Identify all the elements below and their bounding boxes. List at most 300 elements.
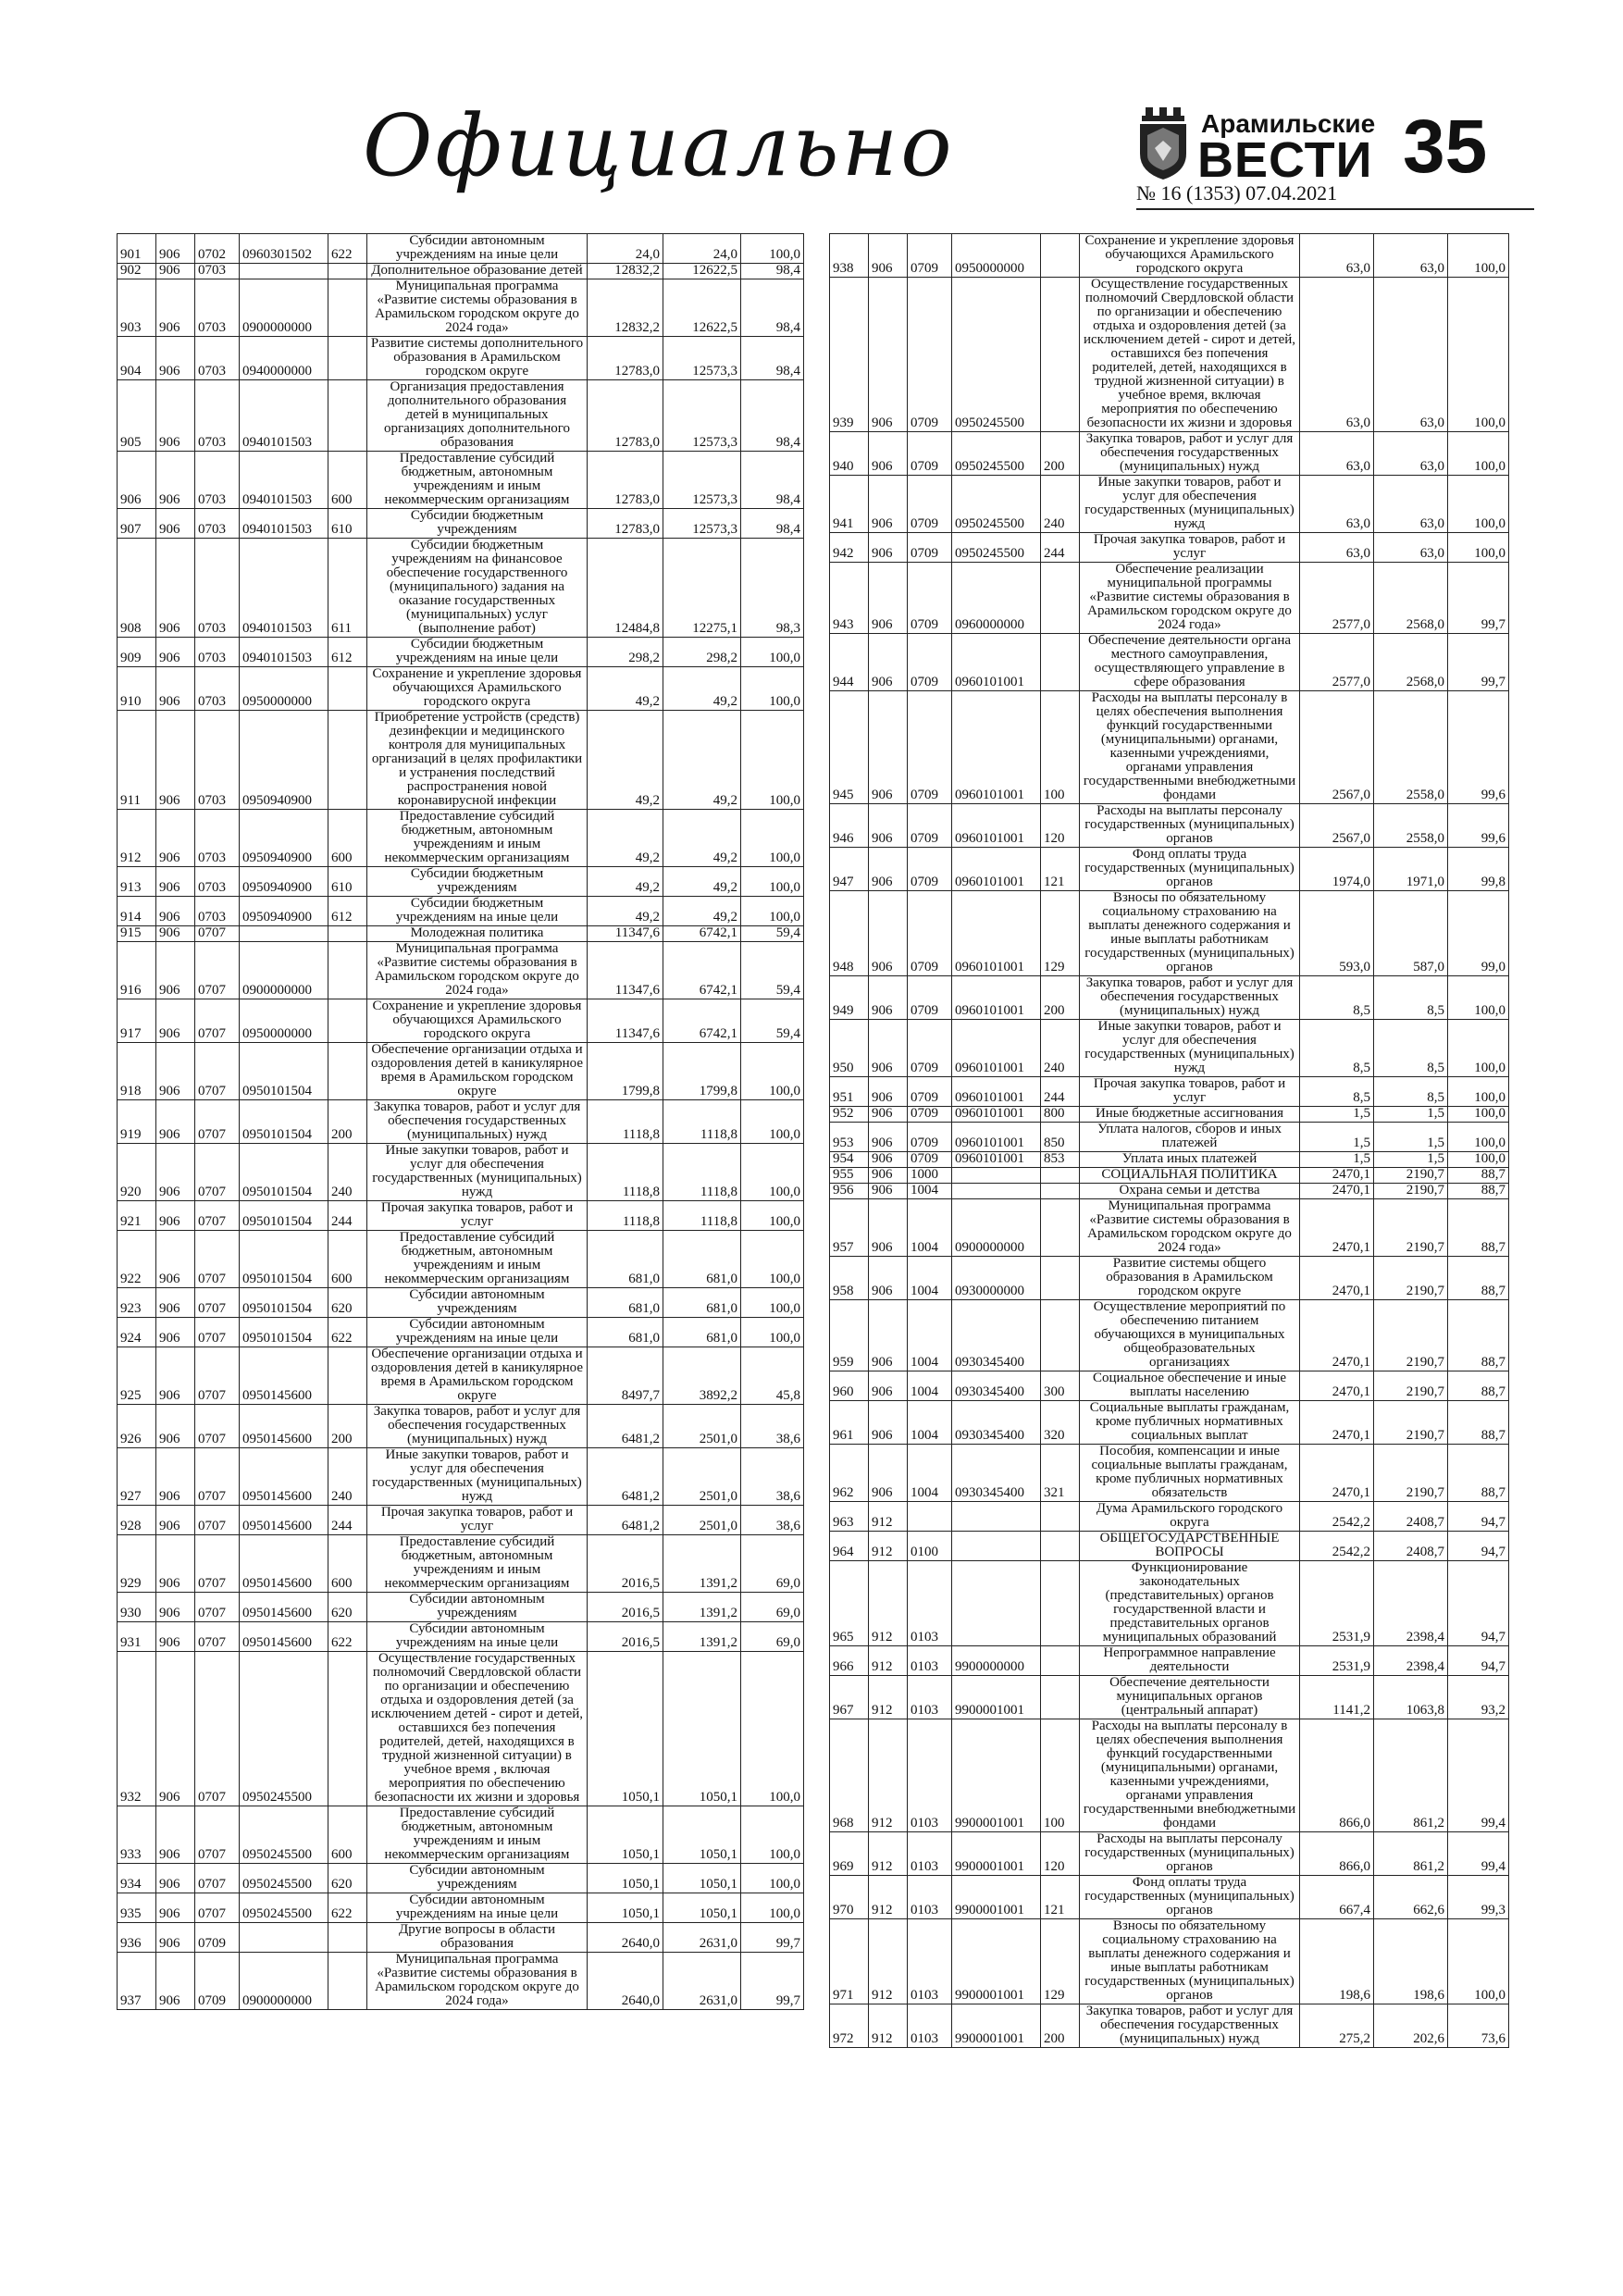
- section-title: Официально: [363, 96, 955, 195]
- target-code: 0900000000: [952, 1199, 1041, 1257]
- planned-amount: 2470,1: [1300, 1257, 1374, 1300]
- row-number: 959: [830, 1300, 869, 1371]
- table-row: [118, 711, 804, 810]
- row-number: 951: [830, 1077, 869, 1107]
- executed-amount: 587,0: [1374, 891, 1448, 976]
- row-number: 909: [118, 638, 156, 667]
- executed-amount: 1118,8: [663, 1100, 741, 1144]
- row-number: 937: [118, 1953, 156, 2010]
- target-code: 0930345400: [952, 1445, 1041, 1502]
- section-code: 0703: [195, 264, 240, 279]
- execution-percent: 100,0: [741, 1652, 804, 1806]
- item-description: Молодежная политика: [367, 926, 588, 942]
- execution-percent: 100,0: [741, 1100, 804, 1144]
- executed-amount: 8,5: [1374, 1020, 1448, 1077]
- row-number: 950: [830, 1020, 869, 1077]
- row-number: 922: [118, 1231, 156, 1288]
- target-code: 0900000000: [240, 1953, 328, 2010]
- item-description: Сохранение и укрепление здоровья обучающихся Арамильского городского округа: [1080, 234, 1300, 278]
- item-description: Сохранение и укрепление здоровья обучающихся Арамильского городского округа: [367, 999, 588, 1043]
- execution-percent: 100,0: [741, 1864, 804, 1893]
- table-row: [118, 1622, 804, 1652]
- page-header: [0, 0, 1623, 213]
- execution-percent: 38,6: [741, 1405, 804, 1448]
- planned-amount: 12484,8: [588, 539, 663, 638]
- item-description: Расходы на выплаты персоналу в целях обеспечения выполнения функций государственными (муниципальными) органами, казенными учреждениями, органами управления государственными внебюджетными фондами: [1080, 1719, 1300, 1832]
- table-row: [118, 1923, 804, 1953]
- expense-type: [328, 711, 367, 810]
- expense-type: 853: [1041, 1152, 1080, 1168]
- executed-amount: 12622,5: [663, 279, 741, 337]
- row-number: 936: [118, 1923, 156, 1953]
- target-code: 0950145600: [240, 1535, 328, 1593]
- section-code: 0103: [908, 1561, 952, 1646]
- target-code: 0950145600: [240, 1593, 328, 1622]
- executed-amount: 2190,7: [1374, 1199, 1448, 1257]
- admin-code: 906: [156, 667, 195, 711]
- row-number: 939: [830, 278, 869, 432]
- expense-type: [328, 264, 367, 279]
- target-code: 9900001001: [952, 2004, 1041, 2048]
- table-row: [830, 1532, 1509, 1561]
- execution-percent: 99,4: [1448, 1832, 1509, 1876]
- admin-code: 906: [869, 1077, 908, 1107]
- row-number: 910: [118, 667, 156, 711]
- expense-type: [328, 1043, 367, 1100]
- execution-percent: 38,6: [741, 1448, 804, 1506]
- table-row: [830, 976, 1509, 1020]
- execution-percent: 100,0: [1448, 234, 1509, 278]
- expense-type: 100: [1041, 691, 1080, 804]
- section-code: [908, 1502, 952, 1532]
- execution-percent: 100,0: [741, 234, 804, 264]
- execution-percent: 100,0: [1448, 1123, 1509, 1152]
- section-code: 0709: [908, 976, 952, 1020]
- section-code: 0709: [908, 563, 952, 634]
- planned-amount: 11347,6: [588, 999, 663, 1043]
- target-code: [952, 1502, 1041, 1532]
- executed-amount: 2501,0: [663, 1448, 741, 1506]
- planned-amount: 2016,5: [588, 1535, 663, 1593]
- row-number: 972: [830, 2004, 869, 2048]
- item-description: Непрограммное направление деятельности: [1080, 1646, 1300, 1676]
- item-description: Взносы по обязательному социальному страхованию на выплаты денежного содержания и иные выплаты работникам государственных (муниципальных) органов: [1080, 1919, 1300, 2004]
- table-row: [830, 1199, 1509, 1257]
- item-description: Иные закупки товаров, работ и услуг для обеспечения государственных (муниципальных) нужд: [367, 1144, 588, 1201]
- section-code: 0707: [195, 1535, 240, 1593]
- executed-amount: 1118,8: [663, 1144, 741, 1201]
- execution-percent: 59,4: [741, 999, 804, 1043]
- item-description: Уплата иных платежей: [1080, 1152, 1300, 1168]
- row-number: 924: [118, 1318, 156, 1347]
- row-number: 954: [830, 1152, 869, 1168]
- row-number: 967: [830, 1676, 869, 1719]
- admin-code: 906: [869, 804, 908, 848]
- executed-amount: 2558,0: [1374, 804, 1448, 848]
- executed-amount: 1050,1: [663, 1806, 741, 1864]
- section-code: 0707: [195, 1593, 240, 1622]
- executed-amount: 49,2: [663, 867, 741, 897]
- target-code: 0950101504: [240, 1144, 328, 1201]
- admin-code: 906: [156, 1043, 195, 1100]
- expense-type: 200: [1041, 2004, 1080, 2048]
- planned-amount: 1050,1: [588, 1652, 663, 1806]
- table-row: [118, 1806, 804, 1864]
- budget-table-left: [117, 233, 804, 2010]
- table-row: [830, 1168, 1509, 1184]
- row-number: 917: [118, 999, 156, 1043]
- item-description: Прочая закупка товаров, работ и услуг: [1080, 533, 1300, 563]
- table-row: [830, 533, 1509, 563]
- section-code: 1004: [908, 1445, 952, 1502]
- execution-percent: 99,7: [1448, 634, 1509, 691]
- expense-type: 800: [1041, 1107, 1080, 1123]
- expense-type: 600: [328, 810, 367, 867]
- execution-percent: 99,8: [1448, 848, 1509, 891]
- admin-code: 912: [869, 1561, 908, 1646]
- row-number: 940: [830, 432, 869, 476]
- row-number: 905: [118, 380, 156, 452]
- planned-amount: 2016,5: [588, 1622, 663, 1652]
- target-code: 0950245500: [240, 1652, 328, 1806]
- table-row: [118, 667, 804, 711]
- planned-amount: 2542,2: [1300, 1532, 1374, 1561]
- target-code: 0950000000: [952, 234, 1041, 278]
- table-row: [830, 1152, 1509, 1168]
- target-code: 0960101001: [952, 891, 1041, 976]
- admin-code: 906: [869, 1123, 908, 1152]
- section-code: 0709: [908, 234, 952, 278]
- executed-amount: 2190,7: [1374, 1257, 1448, 1300]
- target-code: [952, 1532, 1041, 1561]
- table-row: [830, 1832, 1509, 1876]
- section-code: 0703: [195, 337, 240, 380]
- table-row: [830, 1184, 1509, 1199]
- planned-amount: 1050,1: [588, 1893, 663, 1923]
- expense-type: [1041, 1168, 1080, 1184]
- executed-amount: 2190,7: [1374, 1184, 1448, 1199]
- executed-amount: 12573,3: [663, 452, 741, 509]
- planned-amount: 2470,1: [1300, 1371, 1374, 1401]
- row-number: 904: [118, 337, 156, 380]
- execution-percent: 99,4: [1448, 1719, 1509, 1832]
- admin-code: 906: [156, 1288, 195, 1318]
- section-code: 0103: [908, 1676, 952, 1719]
- planned-amount: 2470,1: [1300, 1401, 1374, 1445]
- item-description: Фонд оплаты труда государственных (муниципальных) органов: [1080, 1876, 1300, 1919]
- admin-code: 906: [156, 1923, 195, 1953]
- executed-amount: 63,0: [1374, 432, 1448, 476]
- planned-amount: 681,0: [588, 1288, 663, 1318]
- planned-amount: 63,0: [1300, 432, 1374, 476]
- planned-amount: 1118,8: [588, 1201, 663, 1231]
- item-description: Субсидии автономным учреждениям на иные цели: [367, 1622, 588, 1652]
- admin-code: 906: [869, 278, 908, 432]
- executed-amount: 2568,0: [1374, 563, 1448, 634]
- admin-code: 906: [156, 1535, 195, 1593]
- section-code: 0707: [195, 1448, 240, 1506]
- planned-amount: 2542,2: [1300, 1502, 1374, 1532]
- section-code: 0103: [908, 1832, 952, 1876]
- expense-type: 100: [1041, 1719, 1080, 1832]
- executed-amount: 2558,0: [1374, 691, 1448, 804]
- section-code: 0709: [195, 1953, 240, 2010]
- item-description: Закупка товаров, работ и услуг для обеспечения государственных (муниципальных) нужд: [1080, 976, 1300, 1020]
- item-description: Социальные выплаты гражданам, кроме публичных нормативных социальных выплат: [1080, 1401, 1300, 1445]
- executed-amount: 2190,7: [1374, 1168, 1448, 1184]
- item-description: Субсидии бюджетным учреждениям на финансовое обеспечение государственного (муниципального) задания на оказание государственных (муниципальных) услуг (выполнение работ): [367, 539, 588, 638]
- planned-amount: 49,2: [588, 810, 663, 867]
- target-code: 0950145600: [240, 1405, 328, 1448]
- row-number: 958: [830, 1257, 869, 1300]
- row-number: 930: [118, 1593, 156, 1622]
- expense-type: [328, 337, 367, 380]
- planned-amount: 1050,1: [588, 1806, 663, 1864]
- admin-code: 906: [869, 533, 908, 563]
- planned-amount: 12783,0: [588, 337, 663, 380]
- budget-table-right: [829, 233, 1509, 2048]
- section-code: 0707: [195, 1201, 240, 1231]
- target-code: 0960101001: [952, 1077, 1041, 1107]
- executed-amount: 6742,1: [663, 999, 741, 1043]
- item-description: Осуществление государственных полномочий Свердловской области по организации и обеспечению отдыха и оздоровления детей (за исключением детей - сирот и детей, оставшихся без попечения родителей, детей, находящихся в трудной жизненной ситуации) в учебное время , включая мероприятия по обеспечению безопасности их жизни и здоровья: [367, 1652, 588, 1806]
- admin-code: 906: [156, 926, 195, 942]
- section-code: 0707: [195, 1144, 240, 1201]
- executed-amount: 12573,3: [663, 380, 741, 452]
- target-code: 0950000000: [240, 667, 328, 711]
- admin-code: 906: [869, 1300, 908, 1371]
- target-code: 0950101504: [240, 1043, 328, 1100]
- section-code: 0709: [908, 1020, 952, 1077]
- table-row: [830, 1401, 1509, 1445]
- execution-percent: 98,4: [741, 337, 804, 380]
- executed-amount: 1391,2: [663, 1593, 741, 1622]
- expense-type: 620: [328, 1864, 367, 1893]
- admin-code: 906: [156, 1405, 195, 1448]
- planned-amount: 8,5: [1300, 976, 1374, 1020]
- section-code: 0702: [195, 234, 240, 264]
- admin-code: 906: [156, 539, 195, 638]
- item-description: Развитие системы дополнительного образования в Арамильском городском округе: [367, 337, 588, 380]
- expense-type: 612: [328, 638, 367, 667]
- item-description: Прочая закупка товаров, работ и услуг: [367, 1201, 588, 1231]
- target-code: 0940101503: [240, 380, 328, 452]
- section-code: 0103: [908, 1876, 952, 1919]
- section-code: 0703: [195, 667, 240, 711]
- executed-amount: 2408,7: [1374, 1532, 1448, 1561]
- item-description: Предоставление субсидий бюджетным, автономным учреждениям и иным некоммерческим организациям: [367, 1535, 588, 1593]
- item-description: Муниципальная программа «Развитие системы образования в Арамильском городском округе до 2024 года»: [367, 942, 588, 999]
- expense-type: 611: [328, 539, 367, 638]
- admin-code: 912: [869, 1532, 908, 1561]
- section-code: 0703: [195, 638, 240, 667]
- row-number: 941: [830, 476, 869, 533]
- row-number: 920: [118, 1144, 156, 1201]
- planned-amount: 6481,2: [588, 1405, 663, 1448]
- table-row: [830, 848, 1509, 891]
- table-row: [118, 1535, 804, 1593]
- admin-code: 906: [869, 691, 908, 804]
- row-number: 949: [830, 976, 869, 1020]
- admin-code: 906: [869, 432, 908, 476]
- table-row: [118, 337, 804, 380]
- table-row: [118, 926, 804, 942]
- target-code: 0930345400: [952, 1401, 1041, 1445]
- expense-type: [1041, 563, 1080, 634]
- execution-percent: 100,0: [1448, 278, 1509, 432]
- item-description: Субсидии бюджетным учреждениям на иные цели: [367, 638, 588, 667]
- planned-amount: 12783,0: [588, 380, 663, 452]
- execution-percent: 69,0: [741, 1622, 804, 1652]
- logo-text-main: ВЕСТИ: [1197, 132, 1373, 188]
- admin-code: 906: [156, 1593, 195, 1622]
- expense-type: 240: [328, 1448, 367, 1506]
- item-description: Осуществление государственных полномочий Свердловской области по организации и обеспечению отдыха и оздоровления детей (за исключением детей - сирот и детей, оставшихся без попечения родителей, детей, находящихся в трудной жизненной ситуации) в учебное время, включая мероприятия по обеспечению безопасности их жизни и здоровья: [1080, 278, 1300, 432]
- section-code: 0709: [908, 1107, 952, 1123]
- section-code: 1004: [908, 1401, 952, 1445]
- table-row: [830, 432, 1509, 476]
- execution-percent: 98,4: [741, 509, 804, 539]
- row-number: 915: [118, 926, 156, 942]
- item-description: Предоставление субсидий бюджетным, автономным учреждениям и иным некоммерческим организациям: [367, 1806, 588, 1864]
- table-row: [118, 1506, 804, 1535]
- item-description: Дополнительное образование детей: [367, 264, 588, 279]
- expense-type: [1041, 1532, 1080, 1561]
- execution-percent: 88,7: [1448, 1168, 1509, 1184]
- execution-percent: 88,7: [1448, 1445, 1509, 1502]
- expense-type: 129: [1041, 1919, 1080, 2004]
- execution-percent: 100,0: [741, 1806, 804, 1864]
- row-number: 903: [118, 279, 156, 337]
- table-row: [830, 1445, 1509, 1502]
- table-row: [118, 1100, 804, 1144]
- executed-amount: 662,6: [1374, 1876, 1448, 1919]
- executed-amount: 8,5: [1374, 1077, 1448, 1107]
- execution-percent: 100,0: [1448, 1919, 1509, 2004]
- row-number: 957: [830, 1199, 869, 1257]
- target-code: 0960101001: [952, 1123, 1041, 1152]
- target-code: 9900001001: [952, 1719, 1041, 1832]
- admin-code: 906: [869, 848, 908, 891]
- planned-amount: 63,0: [1300, 278, 1374, 432]
- section-code: 0707: [195, 999, 240, 1043]
- table-row: [118, 1347, 804, 1405]
- expense-type: [1041, 634, 1080, 691]
- expense-type: 620: [328, 1288, 367, 1318]
- executed-amount: 2501,0: [663, 1405, 741, 1448]
- planned-amount: 1,5: [1300, 1152, 1374, 1168]
- section-code: 0707: [195, 1405, 240, 1448]
- admin-code: 906: [869, 976, 908, 1020]
- execution-percent: 88,7: [1448, 1257, 1509, 1300]
- admin-code: 906: [156, 711, 195, 810]
- planned-amount: 1050,1: [588, 1864, 663, 1893]
- executed-amount: 2631,0: [663, 1923, 741, 1953]
- item-description: Субсидии автономным учреждениям на иные цели: [367, 234, 588, 264]
- item-description: Расходы на выплаты персоналу государственных (муниципальных) органов: [1080, 1832, 1300, 1876]
- planned-amount: 12783,0: [588, 509, 663, 539]
- row-number: 913: [118, 867, 156, 897]
- item-description: Иные закупки товаров, работ и услуг для обеспечения государственных (муниципальных) нужд: [1080, 1020, 1300, 1077]
- target-code: 9900001001: [952, 1876, 1041, 1919]
- target-code: 0960101001: [952, 804, 1041, 848]
- table-row: [118, 1201, 804, 1231]
- planned-amount: 2016,5: [588, 1593, 663, 1622]
- execution-percent: 100,0: [1448, 1107, 1509, 1123]
- execution-percent: 100,0: [741, 638, 804, 667]
- page-number: 35: [1403, 105, 1488, 189]
- item-description: Уплата налогов, сборов и иных платежей: [1080, 1123, 1300, 1152]
- executed-amount: 681,0: [663, 1318, 741, 1347]
- expense-type: 320: [1041, 1401, 1080, 1445]
- table-row: [118, 999, 804, 1043]
- expense-type: [328, 926, 367, 942]
- section-code: 0709: [908, 691, 952, 804]
- section-code: 0703: [195, 380, 240, 452]
- executed-amount: 1050,1: [663, 1652, 741, 1806]
- expense-type: 620: [328, 1593, 367, 1622]
- row-number: 956: [830, 1184, 869, 1199]
- row-number: 969: [830, 1832, 869, 1876]
- expense-type: [328, 279, 367, 337]
- target-code: 0950245500: [240, 1864, 328, 1893]
- table-row: [830, 2004, 1509, 2048]
- admin-code: 912: [869, 1676, 908, 1719]
- table-row: [118, 638, 804, 667]
- table-row: [830, 1107, 1509, 1123]
- row-number: 952: [830, 1107, 869, 1123]
- target-code: 0950101504: [240, 1318, 328, 1347]
- admin-code: 906: [869, 1020, 908, 1077]
- section-code: 0707: [195, 926, 240, 942]
- expense-type: 600: [328, 1535, 367, 1593]
- executed-amount: 861,2: [1374, 1832, 1448, 1876]
- section-code: 0707: [195, 942, 240, 999]
- section-code: 0703: [195, 539, 240, 638]
- executed-amount: 2190,7: [1374, 1300, 1448, 1371]
- executed-amount: 1,5: [1374, 1107, 1448, 1123]
- section-code: 0703: [195, 711, 240, 810]
- expense-type: [1041, 1257, 1080, 1300]
- expense-type: 622: [328, 1893, 367, 1923]
- admin-code: 906: [156, 1506, 195, 1535]
- admin-code: 906: [156, 452, 195, 509]
- executed-amount: 49,2: [663, 667, 741, 711]
- admin-code: 906: [869, 1107, 908, 1123]
- target-code: 0950101504: [240, 1201, 328, 1231]
- executed-amount: 2568,0: [1374, 634, 1448, 691]
- target-code: 0950245500: [240, 1893, 328, 1923]
- expense-type: 244: [1041, 1077, 1080, 1107]
- table-row: [118, 1893, 804, 1923]
- item-description: Развитие системы общего образования в Арамильском городском округе: [1080, 1257, 1300, 1300]
- section-code: 0709: [908, 533, 952, 563]
- issue-info: № 16 (1353) 07.04.2021: [1136, 181, 1338, 205]
- target-code: 0950101504: [240, 1231, 328, 1288]
- executed-amount: 63,0: [1374, 234, 1448, 278]
- planned-amount: 6481,2: [588, 1448, 663, 1506]
- planned-amount: 1799,8: [588, 1043, 663, 1100]
- row-number: 918: [118, 1043, 156, 1100]
- executed-amount: 1118,8: [663, 1201, 741, 1231]
- executed-amount: 1971,0: [1374, 848, 1448, 891]
- executed-amount: 1391,2: [663, 1535, 741, 1593]
- item-description: Субсидии автономным учреждениям на иные цели: [367, 1318, 588, 1347]
- table-row: [830, 1502, 1509, 1532]
- admin-code: 906: [156, 897, 195, 926]
- expense-type: [328, 667, 367, 711]
- admin-code: 906: [869, 563, 908, 634]
